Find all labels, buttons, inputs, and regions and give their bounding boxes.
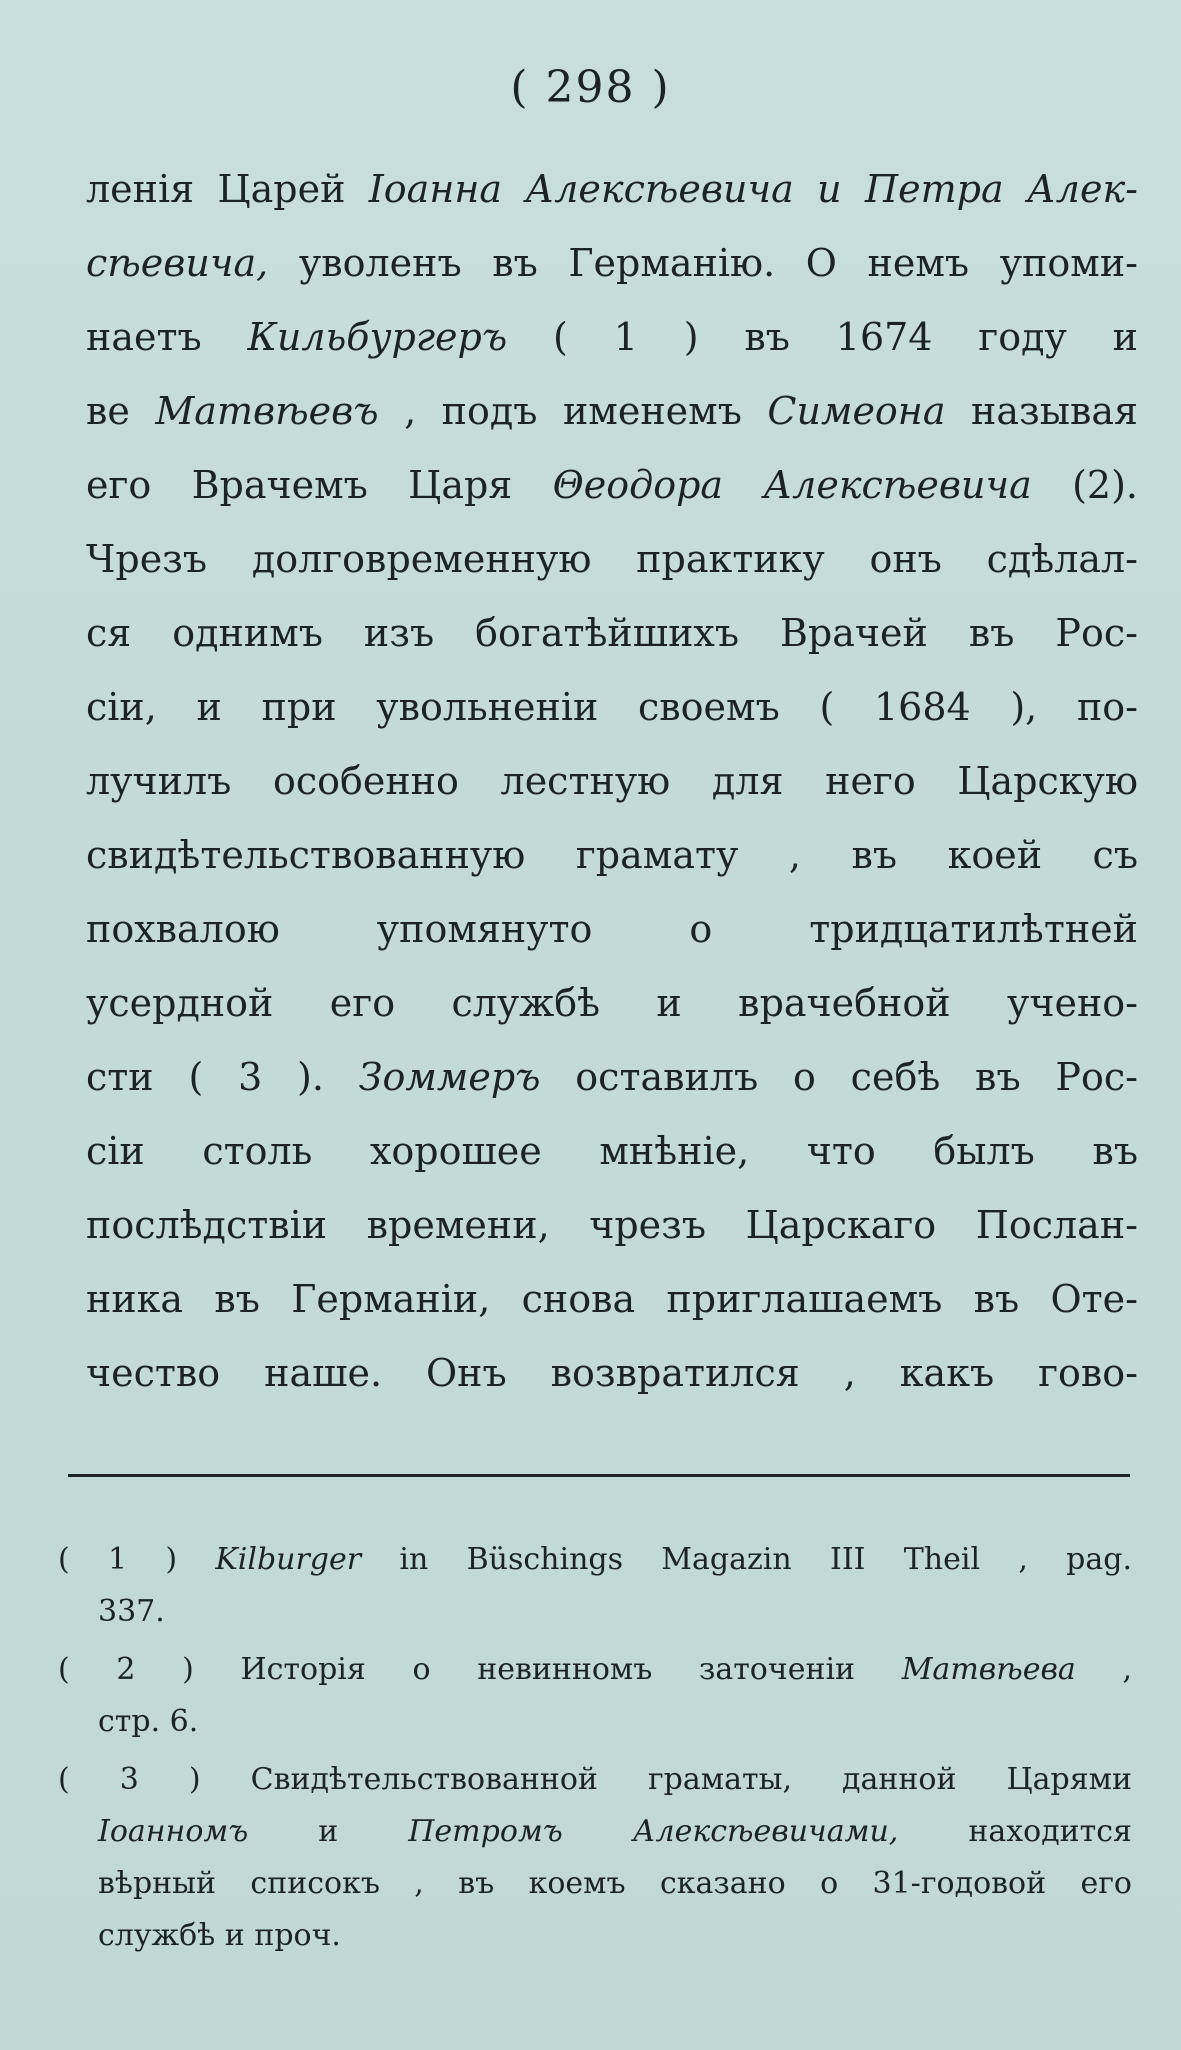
text-run: ( 2 ) Исторія о невинномъ заточеніи: [58, 1652, 902, 1687]
text-run: ( 1 ): [58, 1542, 216, 1577]
footnote: [58, 1534, 1132, 1638]
text-run: сти ( 3 ).: [86, 1055, 359, 1099]
footnotes: [58, 1534, 1132, 1968]
text-run: сіи столь хорошее мнѣніе, что былъ въ: [86, 1129, 1138, 1173]
italic-text: Зоммеръ: [358, 1055, 541, 1099]
text-line: [58, 1534, 1132, 1586]
text-run: ника въ Германіи, снова приглашаемъ въ Оте-: [86, 1277, 1138, 1321]
text-run: 337.: [98, 1594, 165, 1629]
text-run: , подъ именемъ: [378, 389, 768, 433]
italic-text: Θеодора Алексѣевича: [552, 463, 1032, 507]
text-run: ся однимъ изъ богатѣйшихъ Врачей въ Рос-: [86, 611, 1138, 655]
text-run: чество наше. Онъ возвратился , какъ гово-: [86, 1351, 1138, 1395]
text-line: [86, 966, 1138, 1040]
italic-text: Kilburger: [215, 1542, 362, 1577]
text-run: службѣ и проч.: [98, 1918, 341, 1953]
text-line: [86, 670, 1138, 744]
text-line: [58, 1644, 1132, 1696]
text-run: стр. 6.: [98, 1704, 199, 1739]
text-run: ( 3 ) Свидѣтельствованной граматы, данной Царями: [58, 1762, 1132, 1797]
text-line: [86, 300, 1138, 374]
text-run: наетъ: [86, 315, 248, 359]
text-run: и: [248, 1814, 409, 1849]
italic-text: Симеона: [767, 389, 946, 433]
text-run: ве: [86, 389, 156, 433]
italic-text: сѣевича,: [86, 241, 269, 285]
text-line: [86, 818, 1138, 892]
text-line: [86, 744, 1138, 818]
text-line: [86, 1336, 1138, 1410]
text-run: похвалою упомянуто о тридцатилѣтней: [86, 907, 1138, 951]
text-run: лучилъ особенно лестную для него Царскую: [86, 759, 1138, 803]
text-run: Чрезъ долговременную практику онъ сдѣлал-: [86, 537, 1138, 581]
text-run: находится: [898, 1814, 1132, 1849]
text-line: [86, 448, 1138, 522]
footnote: [58, 1644, 1132, 1748]
text-line: [86, 374, 1138, 448]
text-line: [86, 152, 1138, 226]
footnote: [58, 1754, 1132, 1962]
text-line: [86, 1114, 1138, 1188]
text-run: называя: [945, 389, 1138, 433]
italic-text: Іоанна Алексѣевича и Петра Алек-: [368, 167, 1138, 211]
text-run: вѣрный списокъ , въ коемъ сказано о 31-годовой его: [98, 1866, 1132, 1901]
text-line: [86, 226, 1138, 300]
text-run: ленія Царей: [86, 167, 369, 211]
main-text: [86, 152, 1138, 1410]
italic-text: Іоанномъ: [98, 1814, 249, 1849]
text-run: сіи, и при увольненіи своемъ ( 1684 ), по-: [86, 685, 1138, 729]
text-line: [58, 1754, 1132, 1806]
text-line: [58, 1696, 1132, 1748]
text-line: [86, 1262, 1138, 1336]
footnote-divider: [68, 1474, 1130, 1477]
text-run: ,: [1075, 1652, 1132, 1687]
page-number: ( 298 ): [510, 62, 671, 113]
text-run: послѣдствіи времени, чрезъ Царскаго Послан-: [86, 1203, 1138, 1247]
text-line: [86, 1188, 1138, 1262]
text-line: [58, 1910, 1132, 1962]
text-run: ( 1 ) въ 1674 году и: [507, 315, 1138, 359]
italic-text: Матвѣева: [901, 1652, 1076, 1687]
text-line: [86, 596, 1138, 670]
text-line: [86, 522, 1138, 596]
italic-text: Матвѣевъ: [155, 389, 379, 433]
italic-text: Кильбургеръ: [247, 315, 508, 359]
text-run: его Врачемъ Царя: [86, 463, 553, 507]
text-run: уволенъ въ Германію. О немъ упоми-: [268, 241, 1138, 285]
text-line: [58, 1858, 1132, 1910]
text-run: (2).: [1031, 463, 1138, 507]
text-run: усердной его службѣ и врачебной учено-: [86, 981, 1138, 1025]
text-line: [86, 892, 1138, 966]
text-line: [86, 1040, 1138, 1114]
text-run: in Büschings Magazin III Theil , pag.: [361, 1542, 1132, 1577]
italic-text: Петромъ Алексѣевичами,: [408, 1814, 899, 1849]
text-run: оставилъ о себѣ въ Рос-: [540, 1055, 1138, 1099]
text-line: [58, 1586, 1132, 1638]
text-line: [58, 1806, 1132, 1858]
text-run: свидѣтельствованную грамату , въ коей съ: [86, 833, 1138, 877]
